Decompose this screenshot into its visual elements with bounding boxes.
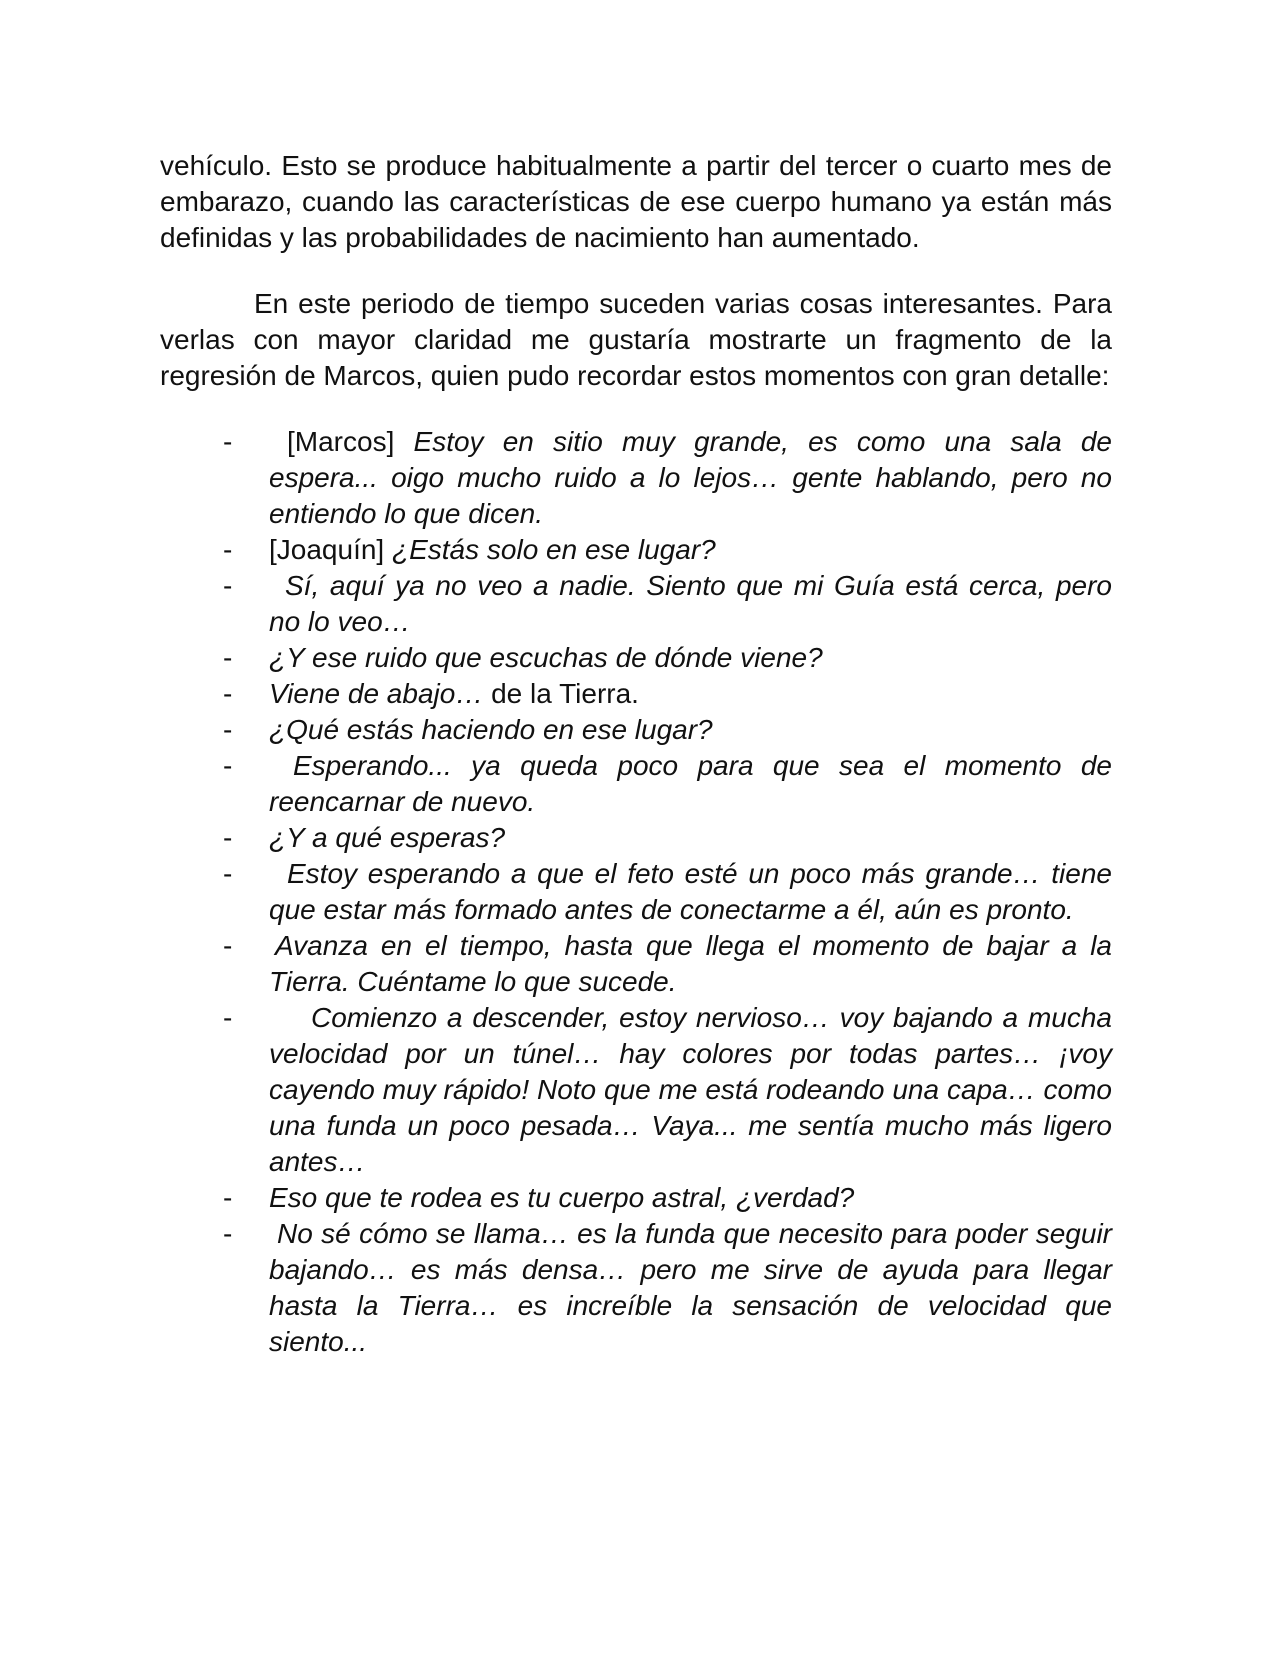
speech-text-tail: de la Tierra. xyxy=(483,678,639,709)
document-page xyxy=(160,148,1112,1360)
speech-text: ¿Estás solo en ese lugar? xyxy=(391,534,716,565)
dash-marker: - xyxy=(223,534,233,565)
speech-text: Estoy en sitio muy grande, es como una sala de espera... oigo mucho ruido a lo lejos… gente hablando, pero no entiendo lo que dicen. xyxy=(269,426,1112,529)
dash-marker: - xyxy=(223,1218,233,1249)
dash-marker: - xyxy=(223,426,233,457)
dialogue-line xyxy=(160,856,1112,928)
speech-text: Esperando... ya queda poco para que sea el momento de reencarnar de nuevo. xyxy=(269,750,1112,817)
dialogue-line xyxy=(160,1180,1112,1216)
dialogue-line xyxy=(160,640,1112,676)
dialogue-line xyxy=(160,568,1112,640)
dialogue-line xyxy=(160,676,1112,712)
dash-marker: - xyxy=(223,570,233,601)
dash-marker: - xyxy=(223,1182,233,1213)
dash-marker: - xyxy=(223,678,233,709)
paragraph-2: En este periodo de tiempo suceden varias cosas interesantes. Para verlas con mayor claridad me gustaría mostrarte un fragmento de la regresión de Marcos, quien pudo recordar estos momentos con gran detalle: xyxy=(160,288,1112,391)
speaker-label: [Marcos] xyxy=(287,426,395,457)
dialogue-line xyxy=(160,532,1112,568)
dash-marker: - xyxy=(223,1002,233,1033)
speech-text: ¿Qué estás haciendo en ese lugar? xyxy=(269,714,713,745)
speech-text: ¿Y ese ruido que escuchas de dónde viene? xyxy=(269,642,823,673)
speech-text: Sí, aquí ya no veo a nadie. Siento que mi Guía está cerca, pero no lo veo… xyxy=(269,570,1112,637)
paragraph-1: vehículo. Esto se produce habitualmente a partir del tercer o cuarto mes de embarazo, cuando las características de ese cuerpo humano ya están más definidas y las probabilidades de nacimiento han aumentado. xyxy=(160,150,1112,253)
speech-text: No sé cómo se llama… es la funda que necesito para poder seguir bajando… es más densa… pero me sirve de ayuda para llegar hasta la Tierra… es increíble la sensación de velocidad que siento... xyxy=(269,1218,1112,1357)
speech-text: Eso que te rodea es tu cuerpo astral, ¿verdad? xyxy=(269,1182,855,1213)
dialogue-line xyxy=(160,1000,1112,1180)
regression-dialogue xyxy=(160,424,1112,1360)
dialogue-line xyxy=(160,424,1112,532)
dash-marker: - xyxy=(223,822,233,853)
dash-marker: - xyxy=(223,714,233,745)
speech-text: Viene de abajo… xyxy=(269,678,484,709)
dialogue-line xyxy=(160,1216,1112,1360)
dialogue-line xyxy=(160,748,1112,820)
dash-marker: - xyxy=(223,642,233,673)
speech-text: Comienzo a descender, estoy nervioso… voy bajando a mucha velocidad por un túnel… hay colores por todas partes… ¡voy cayendo muy rápido! Noto que me está rodeando una capa… como una funda un poco pesada… Vaya... me sentía mucho más ligero antes… xyxy=(269,1002,1112,1177)
dash-marker: - xyxy=(223,750,233,781)
speech-text: ¿Y a qué esperas? xyxy=(269,822,506,853)
speech-text: Avanza en el tiempo, hasta que llega el momento de bajar a la Tierra. Cuéntame lo que sucede. xyxy=(269,930,1112,997)
dash-marker: - xyxy=(223,930,233,961)
speaker-label: [Joaquín] xyxy=(269,534,385,565)
dialogue-line xyxy=(160,712,1112,748)
dialogue-line xyxy=(160,820,1112,856)
dash-marker: - xyxy=(223,858,233,889)
dialogue-line xyxy=(160,928,1112,1000)
speech-text: Estoy esperando a que el feto esté un poco más grande… tiene que estar más formado antes de conectarme a él, aún es pronto. xyxy=(269,858,1112,925)
